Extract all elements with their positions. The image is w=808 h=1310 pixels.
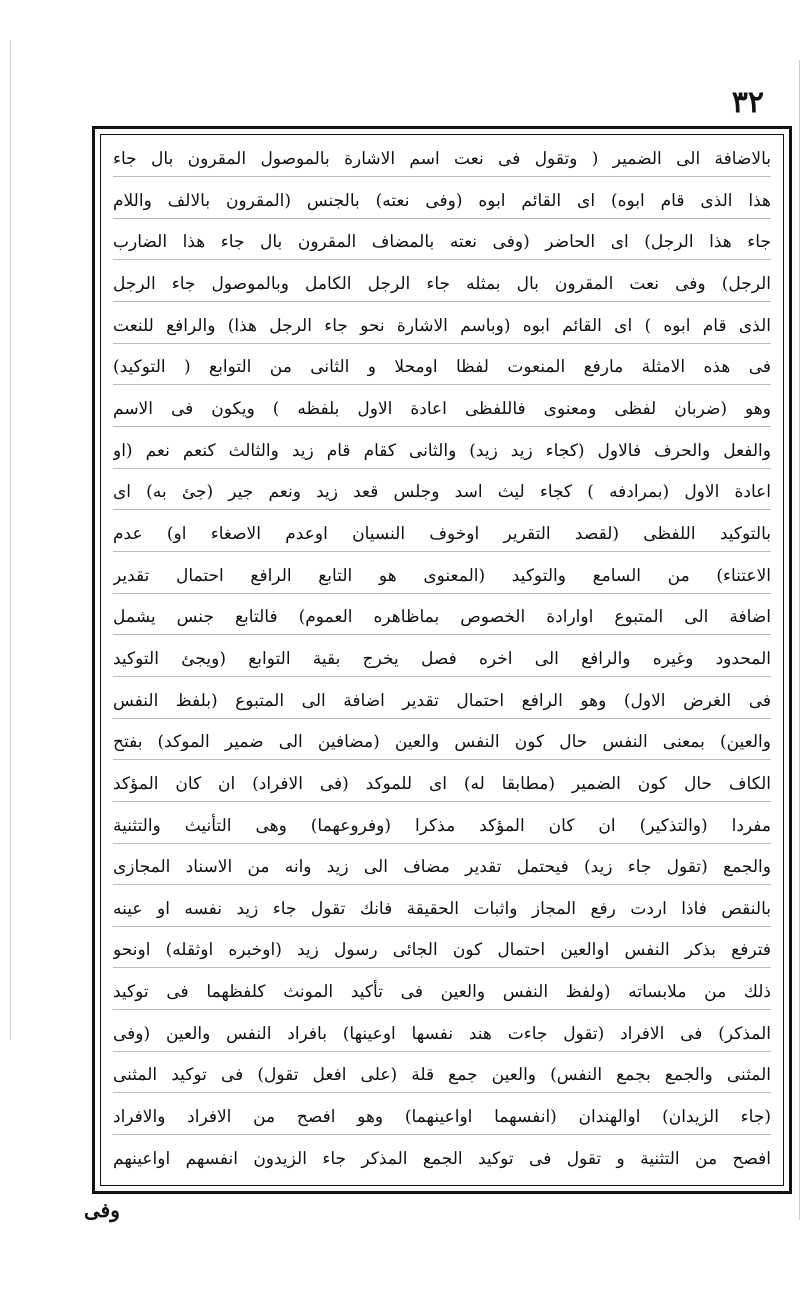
text-line-14: فى الغرض الاول) وهو الرافع احتمال تقدير اضافة الى المتبوع (بلفظ النفس — [113, 683, 771, 719]
text-line-19: بالنقص فاذا اردت رفع المجاز واثبات الحقيقة فانك تقول جاء زيد نفسه او عينه — [113, 891, 771, 927]
text-line-24: (جاء الزيدان) اوالهندان (انفسهما اواعينهما) وهو افصح من الافراد والافراد — [113, 1099, 771, 1135]
text-line-25: افصح من التثنية و تقول فى توكيد الجمع المذكر جاء الزيدون انفسهم اواعينهم — [113, 1148, 771, 1169]
left-edge-mark — [10, 40, 11, 1040]
text-line-22: المذكر) فى الافراد (تقول جاءت هند نفسها اوعينها) بافراد النفس والعين (وفى — [113, 1016, 771, 1052]
text-line-9: اعادة الاول (بمرادفه ) كجاء ليث اسد وجلس قعد زيد ونعم جير (جئ به) اى — [113, 474, 771, 510]
catchword: وفى — [84, 1198, 120, 1222]
text-line-18: والجمع (تقول جاء زيد) فيحتمل تقدير مضاف الى زيد وانه من الاسناد المجازى — [113, 849, 771, 885]
text-line-20: فترفع بذكر النفس اوالعين احتمال كون الجائى رسول زيد (اوخبره اوثقله) اونحو — [113, 932, 771, 968]
text-line-21: ذلك من ملابساته (ولفظ النفس والعين فى تأكيد المونث كلفظهما فى توكيد — [113, 974, 771, 1010]
text-line-23: المثنى والجمع بجمع النفس) والعين جمع قلة (على افعل تقول) فى توكيد المثنى — [113, 1057, 771, 1093]
page-number: ٣٢ — [731, 85, 764, 120]
text-line-5: الذى قام ابوه ) اى القائم ابوه (وباسم الاشارة نحو جاء الرجل هذا) والرافع للنعت — [113, 308, 771, 344]
text-line-15: والعين) بمعنى النفس حال كون النفس والعين (مضافين الى ضمير الموكد) بفتح — [113, 724, 771, 760]
text-line-11: الاعتناء) من السامع والتوكيد (المعنوى هو التابع الرافع احتمال تقدير — [113, 558, 771, 594]
text-line-10: بالتوكيد اللفظى (لقصد التقرير اوخوف النسيان اوعدم الاصغاء او) عدم — [113, 516, 771, 552]
text-line-4: الرجل) وفى نعت المقرون بال بمثله جاء الرجل الكامل وبالموصول جاء الرجل — [113, 266, 771, 302]
text-line-2: هذا الذى قام ابوه) اى القائم ابوه (وفى نعته) بالجنس (المقرون بالالف واللام — [113, 183, 771, 219]
text-line-17: مفردا (والتذكير) ان كان المؤكد مذكرا (وفروعهما) وهى التأنيث والتثنية — [113, 808, 771, 844]
text-line-12: اضافة الى المتبوع اوارادة الخصوص بماظاهره العموم) فالتابع جنس يشمل — [113, 599, 771, 635]
text-line-3: جاء هذا الرجل) اى الحاضر (وفى نعته بالمضاف المقرون بال جاء هذا الضارب — [113, 224, 771, 260]
text-line-6: فى هذه الامثلة مارفع المنعوت لفظا اومحلا و الثانى من التوابع ( التوكيد) — [113, 349, 771, 385]
right-edge-mark — [799, 60, 800, 1220]
text-line-13: المحدود وغيره والرافع الى اخره فصل يخرج بقية التوابع (ويجئ التوكيد — [113, 641, 771, 677]
main-text-block — [113, 141, 771, 1177]
text-line-8: والفعل والحرف فالاول (كجاء زيد زيد) والثانى كقام قام زيد والثالث كنعم نعم (او — [113, 433, 771, 469]
text-line-1: بالاضافة الى الضمير ( وتقول فى نعت اسم الاشارة بالموصول المقرون بال جاء — [113, 141, 771, 177]
text-frame — [92, 126, 792, 1194]
text-line-7: وهو (ضربان لفظى ومعنوى فاللفظى اعادة الاول بلفظه ) ويكون فى الاسم — [113, 391, 771, 427]
text-line-16: الكاف حال كون الضمير (مطابقا له) اى للموكد (فى الافراد) ان كان المؤكد — [113, 766, 771, 802]
text-frame-inner-rule — [100, 134, 784, 1186]
